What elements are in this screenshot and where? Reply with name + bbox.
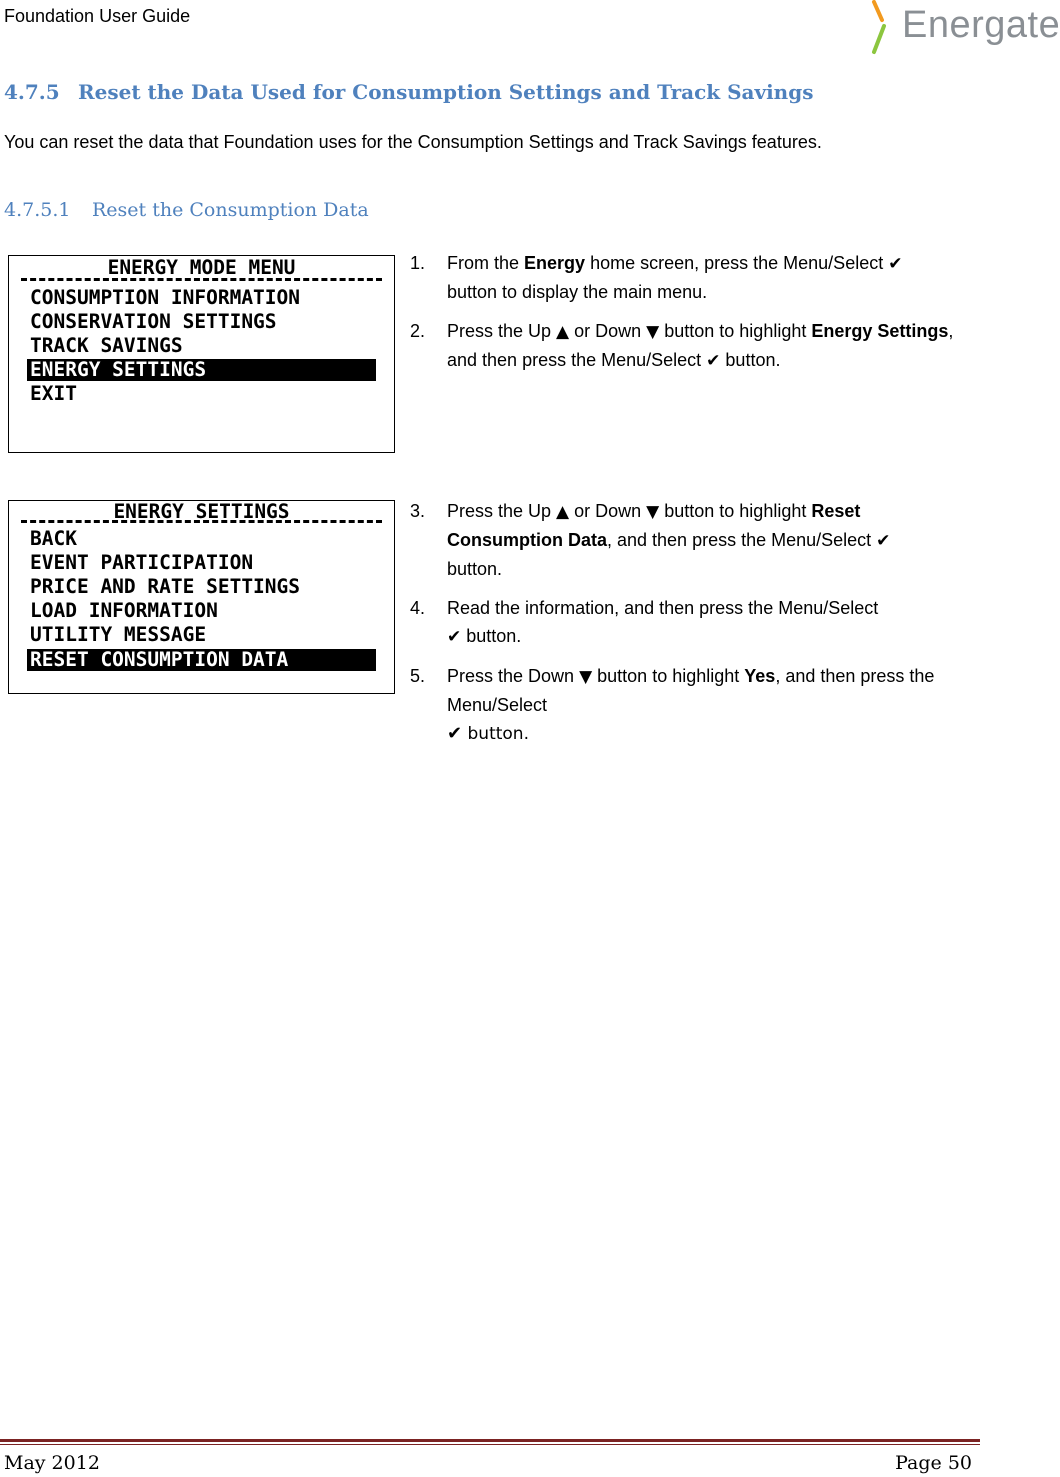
checkmark-icon: ✔ <box>876 531 891 551</box>
lcd-menu-item: TRACK SAVINGS <box>30 334 183 357</box>
step-number: 2. <box>410 321 426 341</box>
section-title: Reset the Data Used for Consumption Settings and Track Savings <box>78 80 814 104</box>
lcd-menu-item-selected: ENERGY SETTINGS <box>27 359 376 381</box>
step-2 <box>410 317 970 375</box>
step-number: 5. <box>410 666 426 686</box>
step-3 <box>410 497 970 583</box>
step-1 <box>410 249 970 307</box>
lcd-divider <box>21 520 382 523</box>
section-heading <box>4 80 813 104</box>
down-triangle-icon: ▼ <box>579 667 593 687</box>
down-triangle-icon: ▼ <box>646 322 660 342</box>
lcd-menu-item: EXIT <box>30 382 77 405</box>
page-number: Page 50 <box>895 1452 972 1474</box>
lcd-menu-item: PRICE AND RATE SETTINGS <box>30 575 301 598</box>
subsection-heading <box>4 199 369 221</box>
step-text: Press the Up ▲ or Down ▼ button to highlight Reset Consumption Data, and then press the Menu/Select ✔ button. <box>447 501 891 579</box>
lcd-menu-item: LOAD INFORMATION <box>30 599 218 622</box>
checkmark-icon: ✔ <box>888 254 903 274</box>
section-number: 4.7.5 <box>4 80 60 104</box>
footer-rule <box>0 1439 980 1442</box>
doc-title: Foundation User Guide <box>4 6 191 26</box>
lcd-divider <box>21 278 382 281</box>
lcd-title: ENERGY MODE MENU <box>107 256 296 279</box>
lcd-menu-item: EVENT PARTICIPATION <box>30 551 254 574</box>
step-number: 4. <box>410 598 426 618</box>
step-text: From the Energy home screen, press the Menu/Select ✔ button to display the main menu. <box>447 253 903 302</box>
step-4 <box>410 594 970 652</box>
up-triangle-icon: ▲ <box>556 502 570 522</box>
up-triangle-icon: ▲ <box>556 322 570 342</box>
step-5 <box>410 662 970 744</box>
lcd-screen-energy-mode-menu <box>8 255 395 453</box>
checkmark-icon: ✔ <box>706 351 721 371</box>
subsection-number: 4.7.5.1 <box>4 199 71 221</box>
step-text: Press the Up ▲ or Down ▼ button to highlight Energy Settings, and then press the Menu/Select ✔ button. <box>447 321 954 371</box>
lcd-title: ENERGY SETTINGS <box>113 500 290 523</box>
intro-paragraph: You can reset the data that Foundation uses for the Consumption Settings and Track Savings features. <box>4 132 822 152</box>
subsection-title: Reset the Consumption Data <box>92 199 369 221</box>
lcd-screen-energy-settings <box>8 500 395 694</box>
step-number: 1. <box>410 253 426 273</box>
footer-rule-thin <box>0 1444 980 1445</box>
checkmark-icon: ✔ <box>447 627 462 647</box>
brand-name: Energate <box>902 4 1060 46</box>
step-text: Read the information, and then press the Menu/Select ✔ button. <box>447 598 879 647</box>
lcd-menu-item: CONSERVATION SETTINGS <box>30 310 277 333</box>
step-number: 3. <box>410 501 426 521</box>
down-triangle-icon: ▼ <box>646 502 660 522</box>
lcd-menu-item: CONSUMPTION INFORMATION <box>30 286 301 309</box>
checkmark-icon: button. <box>462 724 529 744</box>
lcd-menu-item: UTILITY MESSAGE <box>30 623 207 646</box>
step-text: Press the Down ▼ button to highlight Yes, and then press the Menu/Select ✔ button. <box>447 666 935 744</box>
footer-date: May 2012 <box>4 1452 100 1474</box>
lcd-menu-item: BACK <box>30 527 77 550</box>
lcd-menu-item-selected: RESET CONSUMPTION DATA <box>27 649 376 671</box>
